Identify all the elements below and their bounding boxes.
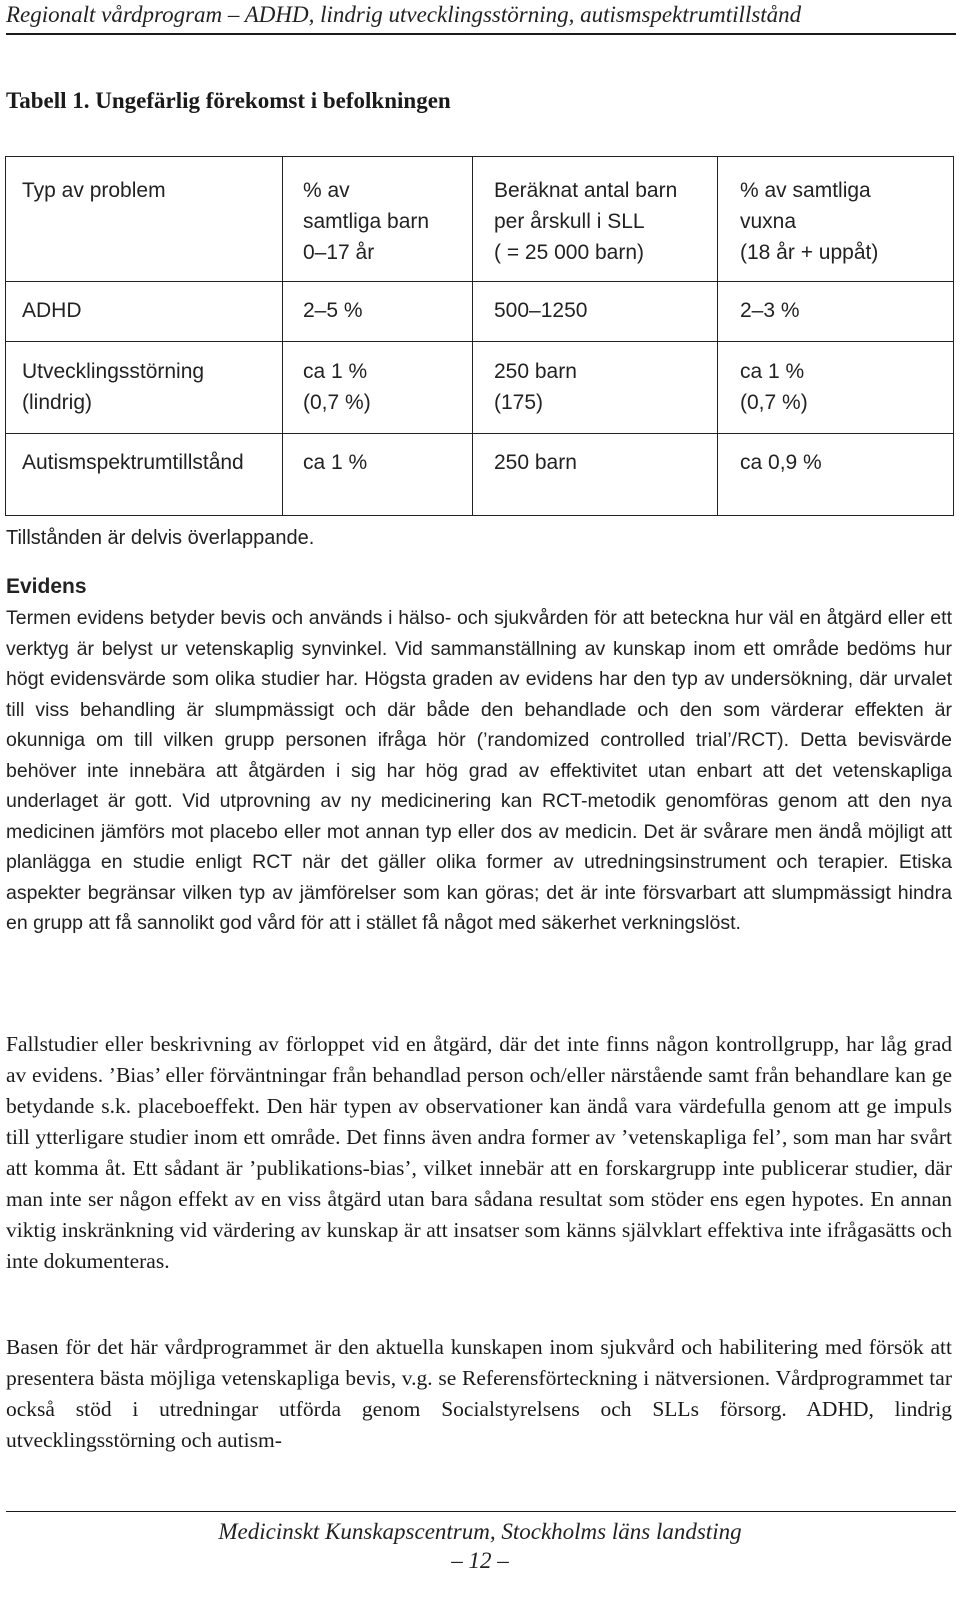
table-cell: 500–1250 (494, 299, 588, 322)
table-cell: 2–5 % (303, 299, 363, 322)
body-paragraph (6, 1332, 952, 1456)
running-header: Regionalt vårdprogram – ADHD, lindrig utvecklingsstörning, autismspektrumtillstånd (6, 2, 802, 27)
table-cell: Autismspektrumtillstånd (22, 451, 244, 474)
table-row-divider (5, 281, 954, 282)
table-header-cell: Typ av problem (22, 179, 166, 202)
table-column-divider (282, 156, 283, 516)
table-header-cell: Beräknat antal barn per årskull i SLL ( = 25 000 barn) (494, 179, 678, 264)
table-note: Tillstånden är delvis överlappande. (6, 527, 315, 549)
footer-rule (6, 1511, 956, 1512)
table-column-divider (717, 156, 718, 516)
section-heading: Evidens (6, 575, 87, 598)
paragraph-text: Basen för det här vårdprogrammet är den aktuella kunskapen inom sjukvård och habilitering med försök att presentera bästa möjliga vetenskapliga bevis, v.g. se Referensförteckning i nätversionen. Vårdprogrammet tar också stöd i utredningar utförda genom Socialstyrelsens och SLLs försorg. ADHD, lindrig utvecklingsstörning och autism- (6, 1335, 952, 1452)
table-cell: 250 barn (494, 451, 577, 474)
paragraph-text: Termen evidens betyder bevis och används i hälso- och sjukvården för att beteckna hur väl en åtgärd eller ett verktyg är belyst ur vetenskaplig synvinkel. Vid sammanställning av kunskap inom ett område bedöms hur högt evidensvärde som olika studier har. Högsta graden av evidens har den typ av undersökning, där urvalet till viss behandling är slumpmässigt och där både den behandlade och den som värderar effekten är okunniga om till vilken grupp personen ifråga hör (’randomized controlled trial’/RCT). Detta bevisvärde behöver inte innebära att åtgärden i sig har hög grad av effektivitet utan enbart att det vetenskapliga underlaget är gott. Vid utprovning av ny medicinering kan RCT-metodik genomföras genom att den nya medicinen jämförs mot placebo eller mot annan typ eller dos av medicin. Det är svårare men ändå möjligt att planlägga en studie enligt RCT när det gäller olika former av utredningsinstrument och terapier. Etiska aspekter begränsar vilken typ av jämförelser som kan göras; det är inte försvarbart att slumpmässigt hindra en grupp att få sannolikt god vård för att i stället få något med säkerhet verkningslöst. (6, 607, 952, 934)
paragraph-text: Fallstudier eller beskrivning av förloppet vid en åtgärd, där det inte finns någon kontrollgrupp, har låg grad av evidens. ’Bias’ eller förväntningar från behandlad person och/eller närstående samt från behandlare kan ge betydande s.k. placeboeffekt. Den här typen av observationer kan ändå vara värdefulla genom att ge impuls till ytterligare studier inom ett område. Det finns även andra former av ’vetenskapliga fel’, som man har svårt att komma åt. Ett sådant är ’publikations-bias’, vilket innebär att en forskargrupp inte publicerar studier, där man inte ser någon effekt av en viss åtgärd utan bara sådana resultat som stöder ens egen hypotes. En annan viktig inskränkning vid värdering av kunskap är att insatser som känns självklart effektiva inte ifrågasätts och inte dokumenteras. (6, 1032, 952, 1273)
header-rule (6, 33, 956, 35)
page-number: – 12 – (451, 1548, 509, 1573)
body-paragraph (6, 1029, 952, 1277)
table-cell: Utvecklingsstörning (lindrig) (22, 360, 205, 414)
table-column-divider (472, 156, 473, 516)
table-cell: 250 barn (175) (494, 360, 577, 414)
table-cell: ca 1 % (0,7 %) (303, 360, 371, 414)
table-cell: 2–3 % (740, 299, 800, 322)
table-cell: ca 1 % (303, 451, 368, 474)
table-cell: ca 1 % (0,7 %) (740, 360, 808, 414)
table-cell: ADHD (22, 299, 82, 322)
table-row-divider (5, 341, 954, 342)
footer-organization: Medicinskt Kunskapscentrum, Stockholms läns landsting (218, 1519, 742, 1544)
evidens-paragraph (6, 603, 952, 939)
table-title: Tabell 1. Ungefärlig förekomst i befolkningen (6, 88, 451, 113)
table-header-cell: % av samtliga vuxna (18 år + uppåt) (740, 179, 879, 264)
table-header-cell: % av samtliga barn 0–17 år (303, 179, 430, 264)
table-cell: ca 0,9 % (740, 451, 822, 474)
table-row-divider (5, 433, 954, 434)
